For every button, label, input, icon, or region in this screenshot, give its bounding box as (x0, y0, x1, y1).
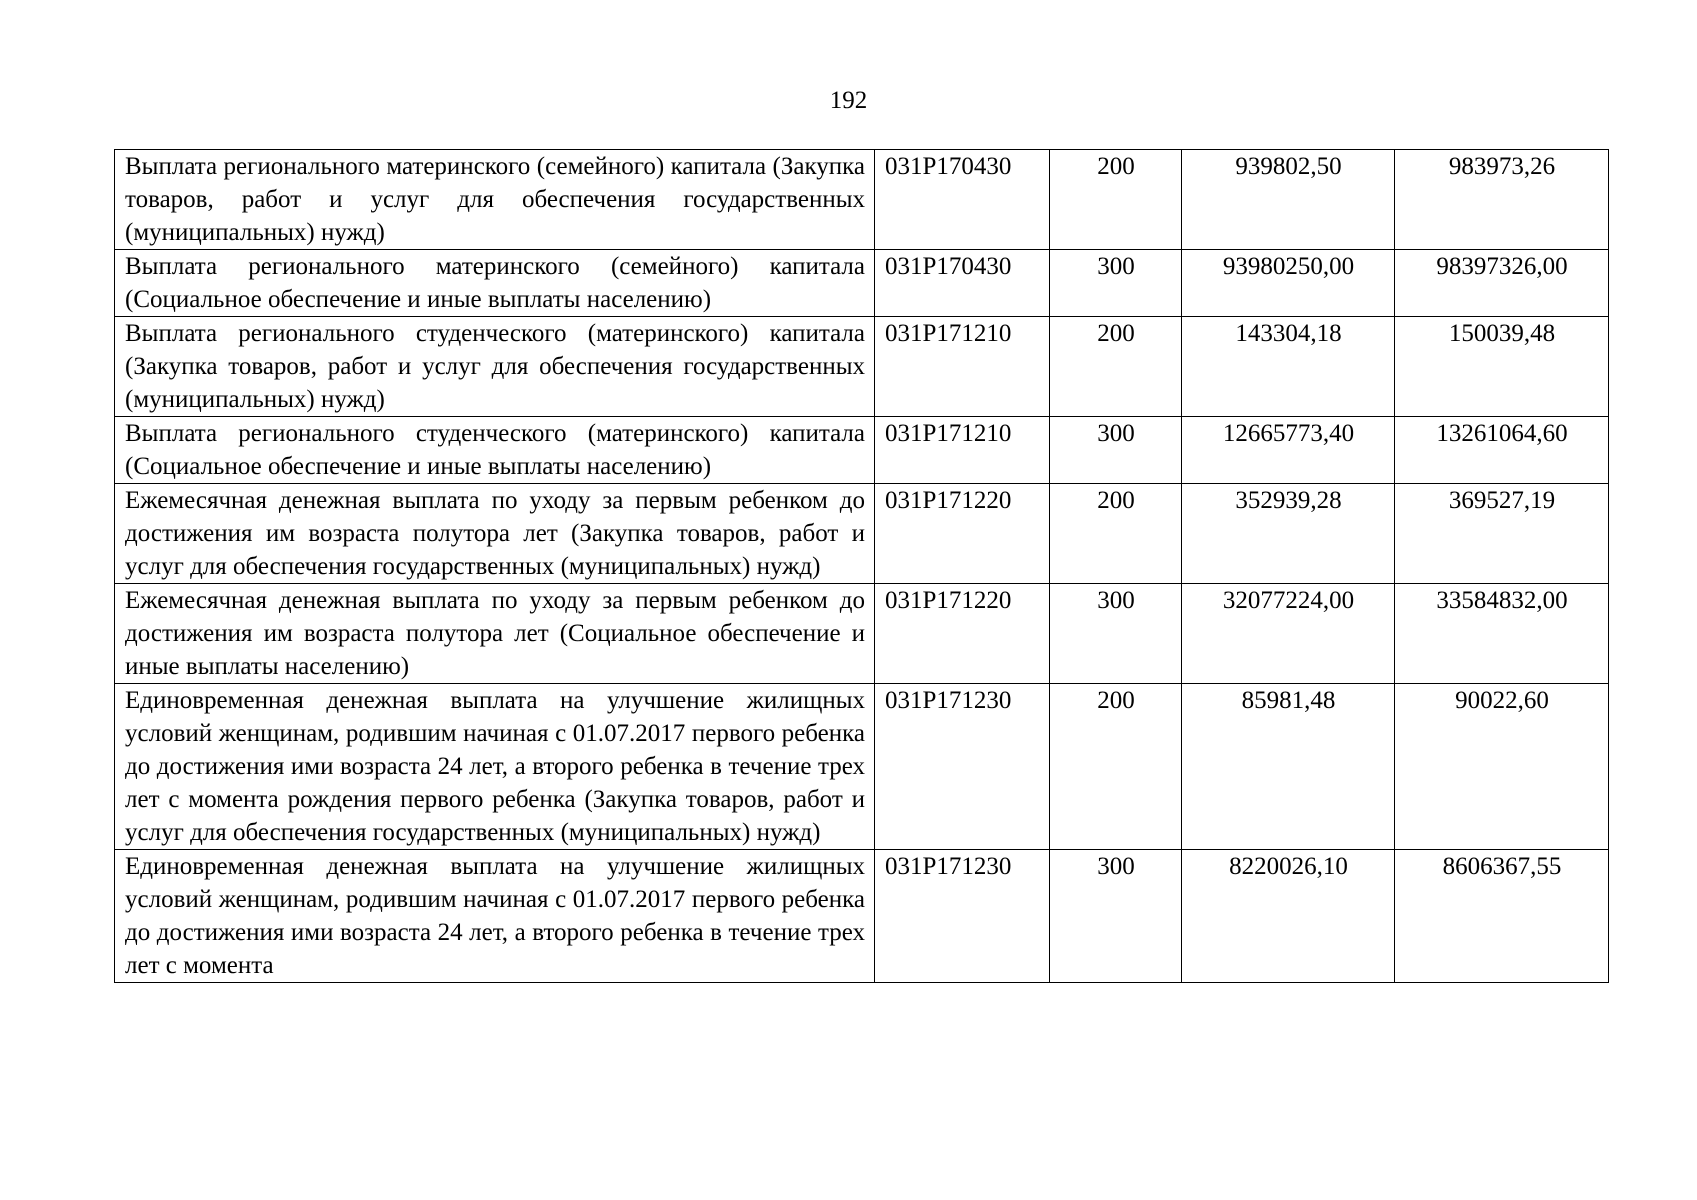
expense-type-cell: 300 (1050, 584, 1182, 684)
amount-year2-cell: 90022,60 (1395, 684, 1609, 850)
description-cell: Выплата регионального материнского (семейного) капитала (Закупка товаров, работ и услуг для обеспечения государственных (муниципальных) нужд) (115, 150, 875, 250)
target-code-cell: 031P171210 (875, 317, 1050, 417)
amount-year1-cell: 85981,48 (1182, 684, 1395, 850)
target-code-cell: 031P171230 (875, 850, 1050, 983)
table-row (115, 317, 1609, 417)
amount-year1-cell: 939802,50 (1182, 150, 1395, 250)
expense-type-cell: 200 (1050, 150, 1182, 250)
amount-year1-cell: 8220026,10 (1182, 850, 1395, 983)
amount-year2-cell: 98397326,00 (1395, 250, 1609, 317)
table-row (115, 584, 1609, 684)
table-row (115, 850, 1609, 983)
amount-year1-cell: 12665773,40 (1182, 417, 1395, 484)
expense-type-cell: 300 (1050, 250, 1182, 317)
expense-type-cell: 200 (1050, 484, 1182, 584)
target-code-cell: 031P171220 (875, 584, 1050, 684)
amount-year1-cell: 93980250,00 (1182, 250, 1395, 317)
description-cell: Ежемесячная денежная выплата по уходу за первым ребенком до достижения им возраста полутора лет (Социальное обеспечение и иные выплаты населению) (115, 584, 875, 684)
description-cell: Выплата регионального студенческого (материнского) капитала (Социальное обеспечение и иные выплаты населению) (115, 417, 875, 484)
description-cell: Ежемесячная денежная выплата по уходу за первым ребенком до достижения им возраста полутора лет (Закупка товаров, работ и услуг для обеспечения государственных (муниципальных) нужд) (115, 484, 875, 584)
target-code-cell: 031P171210 (875, 417, 1050, 484)
page-number: 192 (829, 87, 868, 114)
table-row (115, 417, 1609, 484)
amount-year2-cell: 33584832,00 (1395, 584, 1609, 684)
table-row (115, 150, 1609, 250)
target-code-cell: 031P171230 (875, 684, 1050, 850)
amount-year2-cell: 8606367,55 (1395, 850, 1609, 983)
table-row (115, 484, 1609, 584)
expense-type-cell: 200 (1050, 317, 1182, 417)
expense-type-cell: 200 (1050, 684, 1182, 850)
amount-year2-cell: 983973,26 (1395, 150, 1609, 250)
budget-table (114, 149, 1609, 983)
amount-year2-cell: 13261064,60 (1395, 417, 1609, 484)
description-cell: Выплата регионального студенческого (материнского) капитала (Закупка товаров, работ и услуг для обеспечения государственных (муниципальных) нужд) (115, 317, 875, 417)
amount-year1-cell: 352939,28 (1182, 484, 1395, 584)
description-cell: Выплата регионального материнского (семейного) капитала (Социальное обеспечение и иные выплаты населению) (115, 250, 875, 317)
expense-type-cell: 300 (1050, 850, 1182, 983)
description-cell: Единовременная денежная выплата на улучшение жилищных условий женщинам, родившим начиная с 01.07.2017 первого ребенка до достижения ими возраста 24 лет, а второго ребенка в течение трех лет с момента (115, 850, 875, 983)
expense-type-cell: 300 (1050, 417, 1182, 484)
target-code-cell: 031P170430 (875, 250, 1050, 317)
table-row (115, 250, 1609, 317)
table-row (115, 684, 1609, 850)
amount-year1-cell: 32077224,00 (1182, 584, 1395, 684)
amount-year1-cell: 143304,18 (1182, 317, 1395, 417)
target-code-cell: 031P170430 (875, 150, 1050, 250)
amount-year2-cell: 150039,48 (1395, 317, 1609, 417)
amount-year2-cell: 369527,19 (1395, 484, 1609, 584)
description-cell: Единовременная денежная выплата на улучшение жилищных условий женщинам, родившим начиная с 01.07.2017 первого ребенка до достижения ими возраста 24 лет, а второго ребенка в течение трех лет с момента рождения первого ребенка (Закупка товаров, работ и услуг для обеспечения государственных (муниципальных) нужд) (115, 684, 875, 850)
target-code-cell: 031P171220 (875, 484, 1050, 584)
